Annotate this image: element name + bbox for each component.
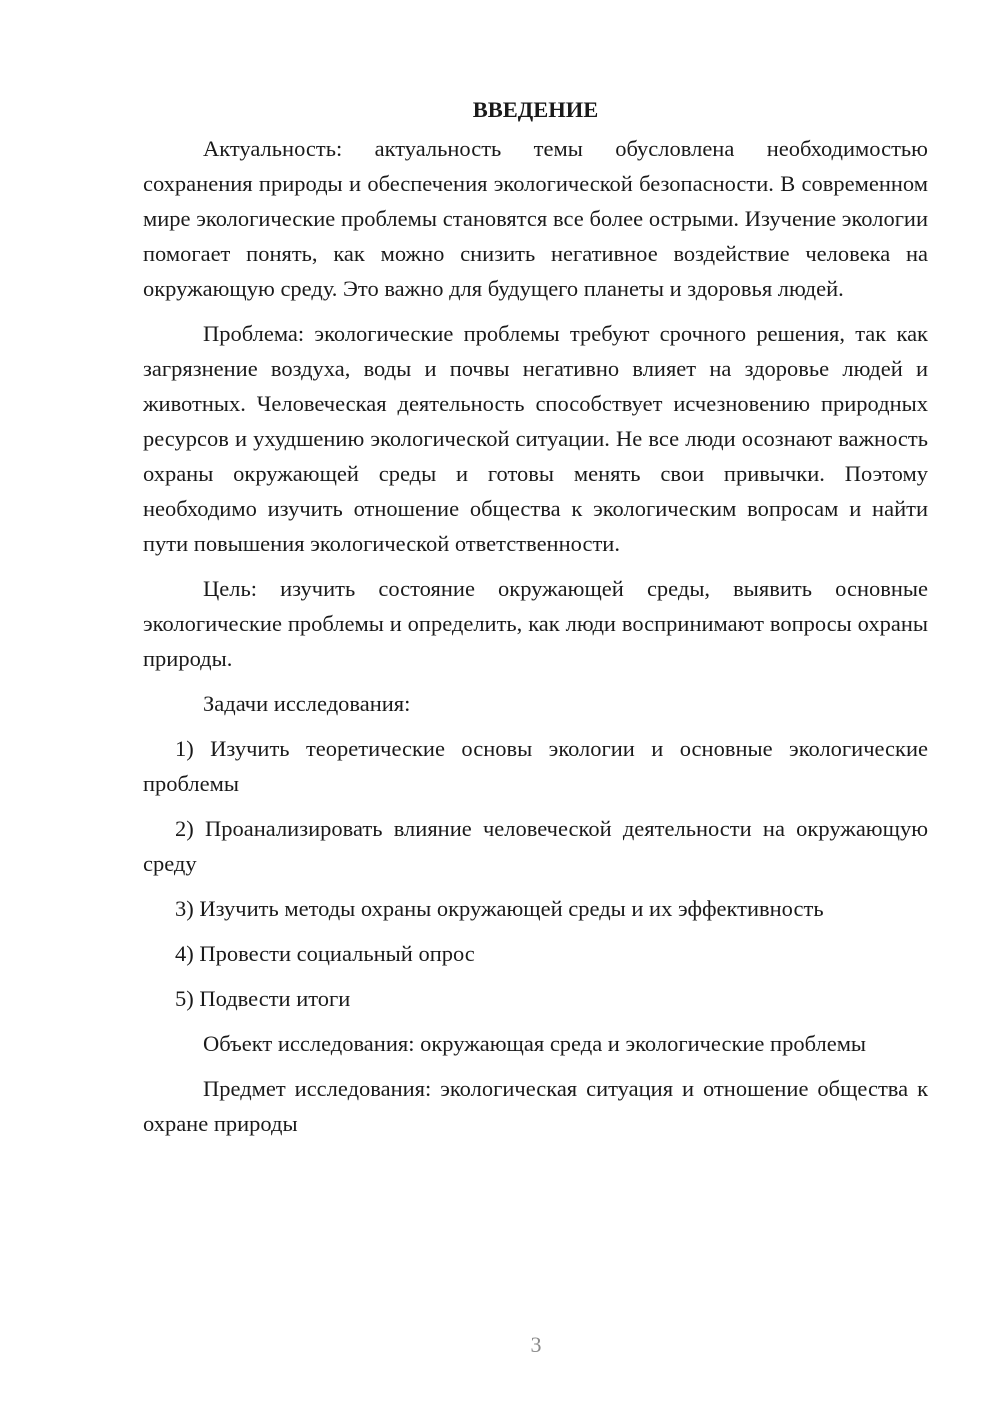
task-item: 4) Провести социальный опрос [175, 941, 475, 966]
object-paragraph: Объект исследования: окружающая среда и экологические проблемы [203, 1031, 867, 1056]
task-item: 5) Подвести итоги [175, 986, 351, 1011]
document-page [143, 92, 928, 1151]
task-item: 1) Изучить теоретические основы экологии и основные экологические проблемы [143, 736, 928, 796]
section-heading: ВВЕДЕНИЕ [472, 97, 599, 122]
subject-paragraph: Предмет исследования: экологическая ситуация и отношение общества к охране природы [143, 1076, 928, 1136]
task-item: 3) Изучить методы охраны окружающей среды и их эффективность [175, 896, 824, 921]
tasks-intro: Задачи исследования: [203, 691, 411, 716]
page-number: 3 [530, 1332, 542, 1357]
goal-paragraph: Цель: изучить состояние окружающей среды, выявить основные экологические проблемы и определить, как люди воспринимают вопросы охраны природы. [143, 576, 928, 671]
tasks-list [143, 731, 928, 1016]
task-item: 2) Проанализировать влияние человеческой деятельности на окружающую среду [143, 816, 928, 876]
relevance-paragraph: Актуальность: актуальность темы обусловлена необходимостью сохранения природы и обеспечения экологической безопасности. В современном мире экологические проблемы становятся все более острыми. Изучение экологии помогает понять, как можно снизить негативное воздействие человека на окружающую среду. Это важно для будущего планеты и здоровья людей. [143, 136, 928, 301]
problem-paragraph: Проблема: экологические проблемы требуют срочного решения, так как загрязнение воздуха, воды и почвы негативно влияет на здоровье людей и животных. Человеческая деятельность способствует исчезновению природных ресурсов и ухудшению экологической ситуации. Не все люди осознают важность охраны окружающей среды и готовы менять свои привычки. Поэтому необходимо изучить отношение общества к экологическим вопросам и найти пути повышения экологической ответственности. [143, 321, 928, 556]
